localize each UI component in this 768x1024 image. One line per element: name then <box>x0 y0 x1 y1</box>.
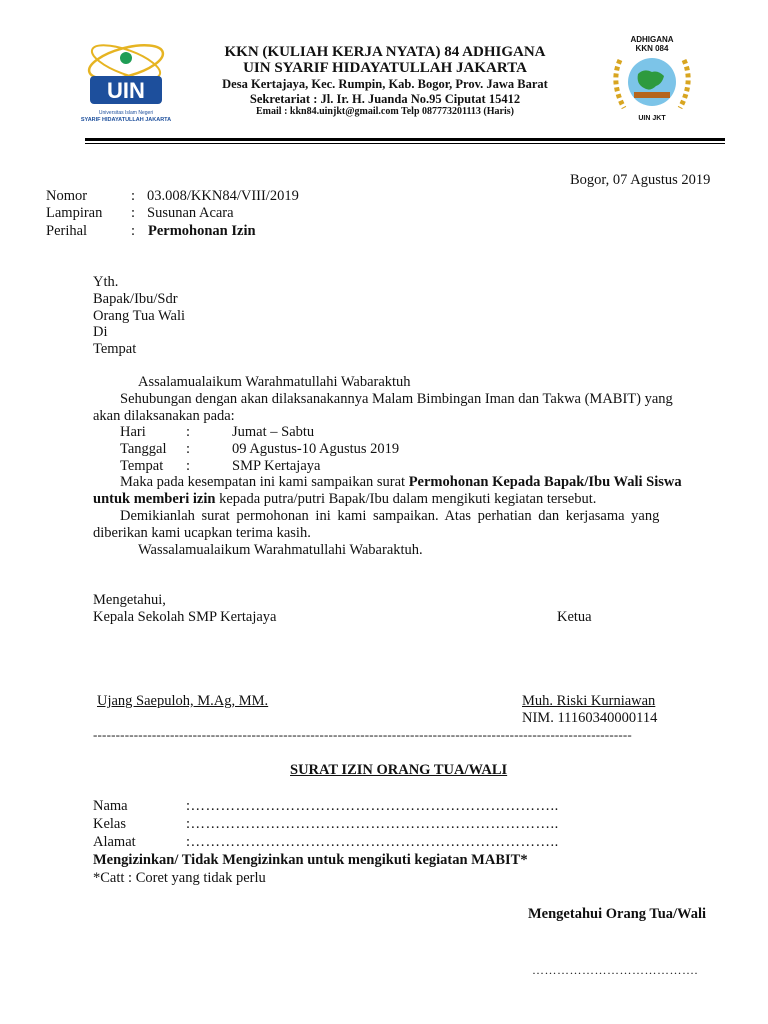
greeting: Assalamualaikum Warahmatullahi Wabaraktuh <box>138 374 411 390</box>
detail-colon: : <box>186 424 191 440</box>
recipient-line: Tempat <box>93 341 137 357</box>
svg-text:SYARIF HIDAYATULLAH JAKARTA: SYARIF HIDAYATULLAH JAKARTA <box>80 117 172 123</box>
form-blank-alamat: :……………………………………………………………….. <box>186 834 559 850</box>
mengetahui-label: Mengetahui, <box>93 592 166 608</box>
paragraph-text: Maka pada kesempatan ini kami sampaikan surat <box>120 474 409 490</box>
svg-text:Universitas Islam Negeri: Universitas Islam Negeri <box>98 110 154 116</box>
meta-label-perihal: Perihal <box>46 223 88 239</box>
detail-colon: : <box>186 458 191 474</box>
form-note: *Catt : Coret yang tidak perlu <box>93 870 266 886</box>
paragraph-permohonan-line1 <box>120 474 682 491</box>
uin-logo <box>80 34 172 126</box>
header-rule-thin <box>85 143 725 144</box>
paragraph-bold: Permohonan Kepada Bapak/Ibu Wali Siswa <box>408 474 682 490</box>
form-label-nama: Nama <box>93 798 128 814</box>
header-rule-thick <box>85 138 725 141</box>
detail-label-hari: Hari <box>120 424 146 440</box>
meta-label-lampiran: Lampiran <box>46 205 103 221</box>
form-statement: Mengizinkan/ Tidak Mengizinkan untuk mengikuti kegiatan MABIT* <box>93 852 528 868</box>
intro-line2: akan dilaksanakan pada: <box>93 408 235 424</box>
form-signature-line: …………………………………. <box>532 963 698 977</box>
meta-value-perihal: Permohonan Izin <box>148 223 256 239</box>
detail-value-tempat: SMP Kertajaya <box>232 458 321 474</box>
closing-salam: Wassalamualaikum Warahmatullahi Wabaraktuh. <box>138 542 423 558</box>
intro-line1: Sehubungan dengan akan dilaksanakannya Malam Bimbingan Iman dan Takwa (MABIT) yang <box>120 391 673 407</box>
header-line2: UIN SYARIF HIDAYATULLAH JAKARTA <box>243 60 527 76</box>
meta-colon: : <box>131 205 136 221</box>
header-line1: KKN (KULIAH KERJA NYATA) 84 ADHIGANA <box>224 44 546 60</box>
ketua-nim: NIM. 11160340000114 <box>522 710 658 726</box>
svg-text:UIN: UIN <box>107 78 145 103</box>
paragraph-closing-line1: Demikianlah surat permohonan ini kami sampaikan. Atas perhatian dan kerjasama yang <box>120 508 660 524</box>
paragraph-text: kepada putra/putri Bapak/Ibu dalam mengikuti kegiatan tersebut. <box>215 491 597 507</box>
detail-colon: : <box>186 441 191 457</box>
meta-value-lampiran: Susunan Acara <box>147 205 234 221</box>
meta-label-nomor: Nomor <box>46 188 88 204</box>
header-line4: Sekretariat : Jl. Ir. H. Juanda No.95 Ciputat 15412 <box>249 92 521 106</box>
form-signer-label: Mengetahui Orang Tua/Wali <box>528 906 707 922</box>
ketua-name: Muh. Riski Kurniawan <box>522 693 656 709</box>
paragraph-bold: untuk memberi izin <box>93 491 216 507</box>
meta-value-nomor: 03.008/KKN84/VIII/2019 <box>147 188 299 204</box>
ketua-title: Ketua <box>557 609 592 625</box>
recipient-line: Yth. <box>93 274 119 290</box>
detail-value-tanggal: 09 Agustus-10 Agustus 2019 <box>232 441 400 457</box>
svg-text:KKN 084: KKN 084 <box>635 44 669 53</box>
kepala-sekolah-title: Kepala Sekolah SMP Kertajaya <box>93 609 277 625</box>
recipient-line: Bapak/Ibu/Sdr <box>93 291 178 307</box>
form-blank-kelas: :……………………………………………………………….. <box>186 816 559 832</box>
letter-date: Bogor, 07 Agustus 2019 <box>570 172 711 188</box>
detail-value-hari: Jumat – Sabtu <box>232 424 315 440</box>
form-label-kelas: Kelas <box>93 816 127 832</box>
paragraph-closing-line2: diberikan kami ucapkan terima kasih. <box>93 525 311 541</box>
recipient-line: Di <box>93 324 108 340</box>
adhigana-logo <box>602 30 702 126</box>
cut-line: ----------------------------------------------------------------------------------------------------------------------- <box>93 727 632 742</box>
svg-text:UIN JKT: UIN JKT <box>638 115 666 122</box>
svg-text:ADHIGANA: ADHIGANA <box>630 35 674 44</box>
meta-colon: : <box>131 223 136 239</box>
paragraph-permohonan-line2 <box>93 491 596 508</box>
detail-label-tanggal: Tanggal <box>120 441 167 457</box>
detail-label-tempat: Tempat <box>120 458 164 474</box>
recipient-line: Orang Tua Wali <box>93 308 186 324</box>
meta-colon: : <box>131 188 136 204</box>
kepala-sekolah-name: Ujang Saepuloh, M.Ag, MM. <box>97 693 269 709</box>
form-blank-nama: :……………………………………………………………….. <box>186 798 559 814</box>
header-line3: Desa Kertajaya, Kec. Rumpin, Kab. Bogor, Prov. Jawa Barat <box>222 77 548 91</box>
header-line5: Email : kkn84.uinjkt@gmail.com Telp 087773201113 (Haris) <box>256 106 514 117</box>
form-title: SURAT IZIN ORANG TUA/WALI <box>290 762 508 778</box>
form-label-alamat: Alamat <box>93 834 136 850</box>
